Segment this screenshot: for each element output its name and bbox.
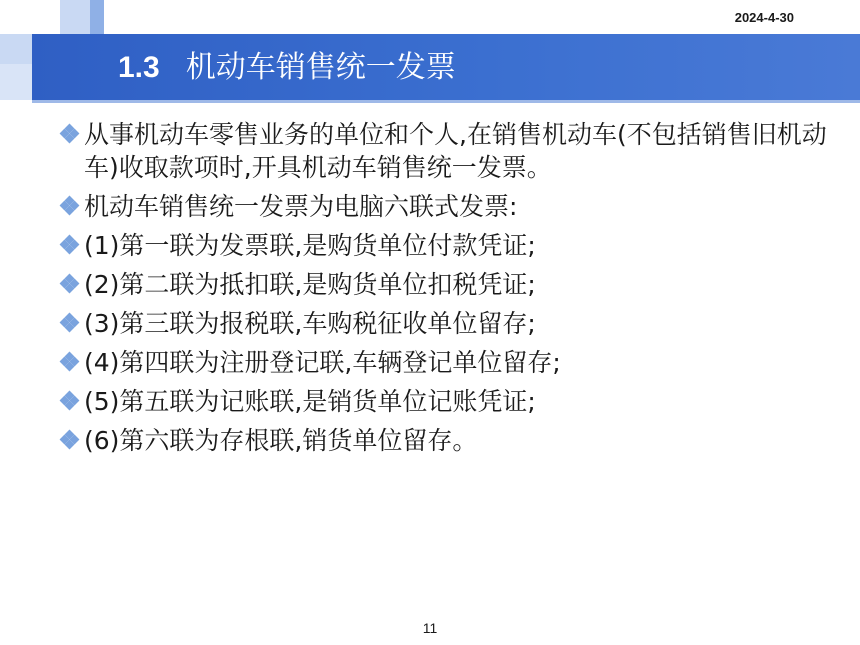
bullet-text: (6)第六联为存根联,销货单位留存。 (84, 426, 478, 455)
diamond-bullet-icon (58, 229, 84, 262)
diamond-bullet-icon (58, 346, 84, 379)
slide-date: 2024-4-30 (734, 10, 794, 25)
section-number: 1.3 (118, 51, 160, 84)
bullet-item (58, 268, 828, 301)
bullet-item (58, 118, 828, 184)
bullet-item (58, 346, 828, 379)
bullet-item (58, 424, 828, 457)
bullet-text: (3)第三联为报税联,车购税征收单位留存; (84, 309, 536, 338)
bullet-list (58, 118, 828, 463)
bullet-text: (4)第四联为注册登记联,车辆登记单位留存; (84, 348, 561, 377)
diamond-bullet-icon (58, 190, 84, 223)
bullet-text: 从事机动车零售业务的单位和个人,在销售机动车(不包括销售旧机动车)收取款项时,开具机动车销售统一发票。 (84, 120, 827, 182)
title-text: 机动车销售统一发票 (185, 50, 456, 85)
bullet-item (58, 190, 828, 223)
bullet-text: (2)第二联为抵扣联,是购货单位扣税凭证; (84, 270, 536, 299)
decor-square-top (60, 0, 90, 34)
bullet-item (58, 385, 828, 418)
diamond-bullet-icon (58, 118, 84, 151)
bullet-item (58, 229, 828, 262)
decor-square-top-right (90, 0, 104, 34)
diamond-bullet-icon (58, 385, 84, 418)
decor-square-left (0, 34, 32, 64)
diamond-bullet-icon (58, 424, 84, 457)
decor-square-left-lower (0, 64, 32, 100)
bullet-item (58, 307, 828, 340)
title-banner-underline (32, 100, 860, 103)
bullet-text: (5)第五联为记账联,是销货单位记账凭证; (84, 387, 536, 416)
slide-title (118, 46, 456, 90)
page-number: 11 (422, 620, 438, 636)
diamond-bullet-icon (58, 268, 84, 301)
bullet-text: (1)第一联为发票联,是购货单位付款凭证; (84, 231, 536, 260)
diamond-bullet-icon (58, 307, 84, 340)
bullet-text: 机动车销售统一发票为电脑六联式发票: (84, 192, 518, 221)
